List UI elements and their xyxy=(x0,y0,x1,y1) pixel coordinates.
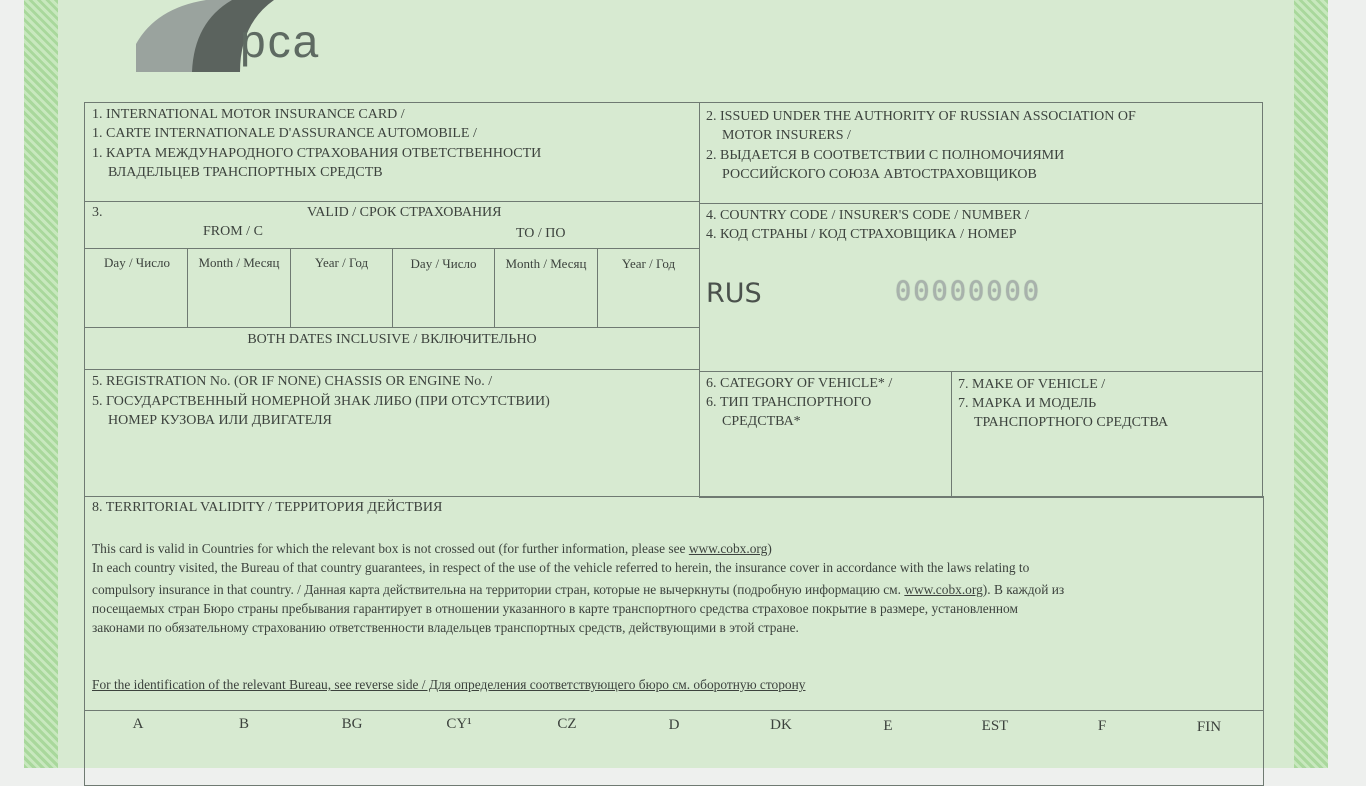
section-7-line-1: 7. MAKE OF VEHICLE / xyxy=(958,377,1106,392)
validity-text-end: ) xyxy=(767,541,772,556)
guarantee-text-end: ). В каждой из xyxy=(982,582,1065,597)
section-1-line-1: 1. INTERNATIONAL MOTOR INSURANCE CARD / xyxy=(92,107,405,122)
validity-paragraph-1 xyxy=(92,539,1257,558)
guarantee-line-1: In each country visited, the Bureau of that country guarantees, in respect of the use of the vehicle referred to herein, the insurance cover in accordance with the laws relating to xyxy=(92,560,1030,575)
section-5-line-2: 5. ГОСУДАРСТВЕННЫЙ НОМЕРНОЙ ЗНАК ЛИБО (ПРИ ОТСУТСТВИИ) xyxy=(92,394,550,409)
section-1-line-3: 1. КАРТА МЕЖДУНАРОДНОГО СТРАХОВАНИЯ ОТВЕТСТВЕННОСТИ xyxy=(92,146,542,161)
country-box-e: E xyxy=(883,718,893,734)
section-4-line-2: 4. КОД СТРАНЫ / КОД СТРАХОВЩИКА / НОМЕР xyxy=(706,227,1017,242)
guarantee-line-2 xyxy=(92,580,1257,599)
country-box-a: A xyxy=(132,716,144,732)
from-year-header: Year / Год xyxy=(314,255,369,270)
bureau-note xyxy=(92,675,1257,694)
to-month-header: Month / Месяц xyxy=(505,256,587,271)
from-day-header: Day / Число xyxy=(104,255,170,270)
guarantee-text: compulsory insurance in that country. / Данная карта действительна на территории стран, которые не вычеркнуты (подробную информацию см. xyxy=(92,582,905,597)
country-box-d: D xyxy=(668,717,680,733)
country-box-dk: DK xyxy=(770,717,792,733)
section-3-number: 3. xyxy=(92,205,103,220)
validity-text: This card is valid in Countries for which the relevant box is not crossed out (for further information, please see xyxy=(92,541,689,556)
both-dates-inclusive: BOTH DATES INCLUSIVE / ВКЛЮЧИТЕЛЬНО xyxy=(247,332,537,347)
country-box-bg: BG xyxy=(341,716,363,732)
cobx-link-2[interactable]: www.cobx.org xyxy=(904,582,983,597)
section-1-line-2: 1. CARTE INTERNATIONALE D'ASSURANCE AUTOMOBILE / xyxy=(92,126,477,141)
country-code-value: RUS xyxy=(706,278,762,309)
section-6-line-3: СРЕДСТВА* xyxy=(722,414,801,429)
section-2-line-1: 2. ISSUED UNDER THE AUTHORITY OF RUSSIAN ASSOCIATION OF xyxy=(706,109,1136,124)
section-4-line-1: 4. COUNTRY CODE / INSURER'S CODE / NUMBER / xyxy=(706,208,1029,223)
bureau-note-text: For the identification of the relevant Bureau, see reverse side / Для определения соответствующего бюро см. оборотную сторону xyxy=(92,677,806,692)
section-7-line-2: 7. МАРКА И МОДЕЛЬ xyxy=(958,396,1097,411)
country-box-fin: FIN xyxy=(1196,719,1222,735)
from-month-header: Month / Месяц xyxy=(198,255,280,270)
country-box-cz: CZ xyxy=(557,716,577,732)
cobx-link[interactable]: www.cobx.org xyxy=(688,541,768,556)
country-box-b: B xyxy=(238,716,249,732)
country-box-f: F xyxy=(1097,718,1107,734)
country-box-cy: CY¹ xyxy=(446,716,472,732)
validity-label: VALID / СРОК СТРАХОВАНИЯ xyxy=(307,205,502,220)
section-7-line-3: ТРАНСПОРТНОГО СРЕДСТВА xyxy=(974,415,1169,430)
right-decorative-border xyxy=(1294,0,1328,768)
territorial-validity-title: 8. TERRITORIAL VALIDITY / ТЕРРИТОРИЯ ДЕЙСТВИЯ xyxy=(92,500,443,515)
section-5-line-3: НОМЕР КУЗОВА ИЛИ ДВИГАТЕЛЯ xyxy=(108,413,332,428)
left-decorative-border xyxy=(24,0,58,768)
section-5-line-1: 5. REGISTRATION No. (OR IF NONE) CHASSIS OR ENGINE No. / xyxy=(92,374,493,389)
card-number-value: 00000000 xyxy=(895,276,1042,307)
guarantee-line-4: законами по обязательному страхованию ответственности владельцев транспортных средств, действующими в этой стране. xyxy=(92,620,799,635)
from-label: FROM / С xyxy=(203,224,263,239)
country-box-est: EST xyxy=(981,718,1009,734)
section-2-line-3: 2. ВЫДАЕТСЯ В СООТВЕТСТВИИ С ПОЛНОМОЧИЯМИ xyxy=(706,148,1065,163)
section-6-line-1: 6. CATEGORY OF VEHICLE* / xyxy=(706,376,893,391)
section-2-line-2: MOTOR INSURERS / xyxy=(722,128,851,143)
to-day-header: Day / Число xyxy=(410,256,477,271)
to-year-header: Year / Год xyxy=(621,256,676,271)
country-row-divider xyxy=(84,710,1264,711)
section-2-line-4: РОССИЙСКОГО СОЮЗА АВТОСТРАХОВЩИКОВ xyxy=(722,167,1037,182)
section-6-line-2: 6. ТИП ТРАНСПОРТНОГО xyxy=(706,395,872,410)
to-label: TO / ПО xyxy=(516,226,566,241)
logo-text: рса xyxy=(240,15,321,67)
guarantee-line-3: посещаемых стран Бюро страны пребывания гарантирует в отношении указанного в карте транспортного средства страховое покрытие в размере, установленном xyxy=(92,601,1018,616)
section-1-line-4: ВЛАДЕЛЬЦЕВ ТРАНСПОРТНЫХ СРЕДСТВ xyxy=(108,165,383,180)
